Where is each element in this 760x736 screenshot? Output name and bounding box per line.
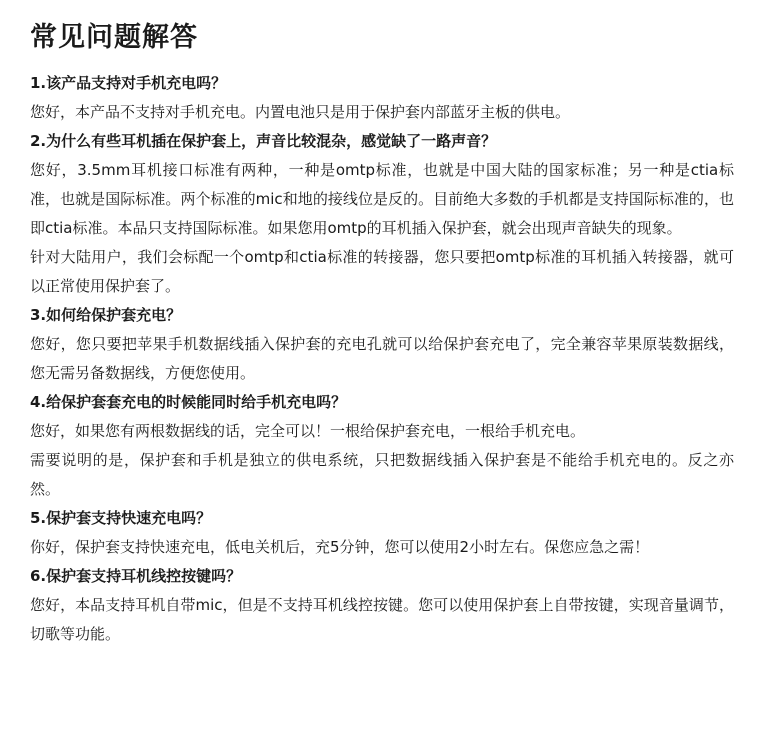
faq-item-4 xyxy=(30,388,740,504)
faq-answer: 您好，本产品不支持对手机充电。内置电池只是用于保护套内部蓝牙主板的供电。 xyxy=(30,103,571,121)
page-title: 常见问题解答 xyxy=(30,22,198,53)
faq-answer: 针对大陆用户，我们会标配一个omtp和ctia标准的转接器，您只要把omtp标准的耳机插入转接器，就可以正常使用保护套了。 xyxy=(30,248,734,295)
faq-item-3 xyxy=(30,301,740,388)
faq-question: 2.为什么有些耳机插在保护套上，声音比较混杂，感觉缺了一路声音？ xyxy=(30,132,497,150)
faq-item-2 xyxy=(30,127,740,301)
faq-question: 5.保护套支持快速充电吗？ xyxy=(30,509,212,527)
faq-question: 3.如何给保护套充电？ xyxy=(30,306,182,324)
faq-question: 1.该产品支持对手机充电吗？ xyxy=(30,74,227,92)
faq-item-5 xyxy=(30,504,740,562)
faq-answer: 您好，本品支持耳机自带mic，但是不支持耳机线控按键。您可以使用保护套上自带按键，实现音量调节，切歌等功能。 xyxy=(30,596,734,643)
faq-answer: 您好，您只要把苹果手机数据线插入保护套的充电孔就可以给保护套充电了，完全兼容苹果原装数据线，您无需另备数据线，方便您使用。 xyxy=(30,335,734,382)
faq-answer: 你好，保护套支持快速充电，低电关机后，充5分钟，您可以使用2小时左右。保您应急之需！ xyxy=(30,538,650,556)
faq-answer: 您好，3.5mm耳机接口标准有两种，一种是omtp标准，也就是中国大陆的国家标准；另一种是ctia标准，也就是国际标准。两个标准的mic和地的接线位是反的。目前绝大多数的手机都是支持国际标准的，也即ctia标准。本品只支持国际标准。如果您用omtp的耳机插入保护套，就会出现声音缺失的现象。 xyxy=(30,161,734,237)
faq-answer: 您好，如果您有两根数据线的话，完全可以！一根给保护套充电，一根给手机充电。 xyxy=(30,422,586,440)
faq-item-6 xyxy=(30,562,740,649)
faq-list xyxy=(30,69,740,649)
faq-question: 6.保护套支持耳机线控按键吗？ xyxy=(30,567,242,585)
faq-answer: 需要说明的是，保护套和手机是独立的供电系统，只把数据线插入保护套是不能给手机充电的。反之亦然。 xyxy=(30,451,734,498)
faq-item-1 xyxy=(30,69,740,127)
faq-question: 4.给保护套套充电的时候能同时给手机充电吗？ xyxy=(30,393,347,411)
